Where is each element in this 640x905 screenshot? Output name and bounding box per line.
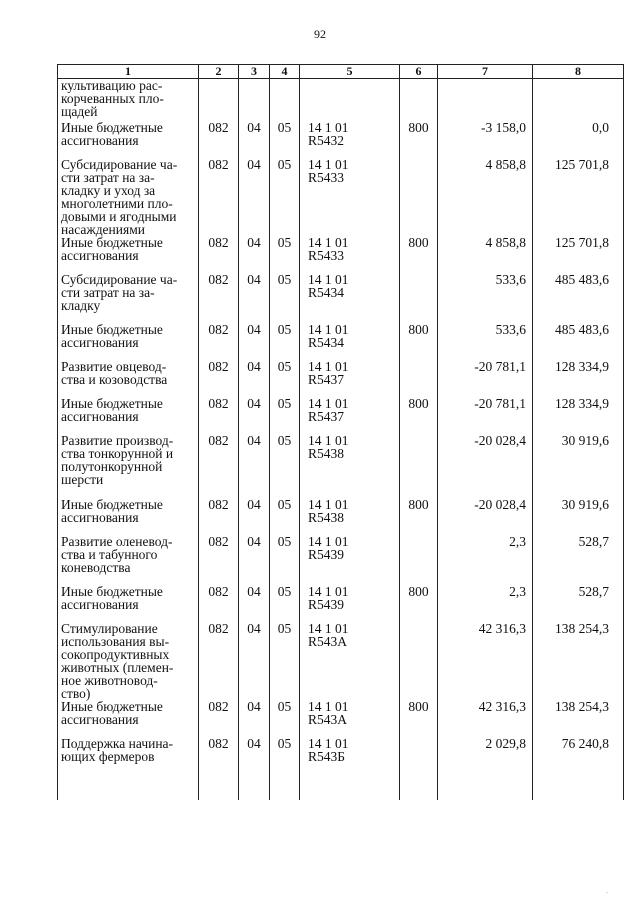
table-cell: 14 1 01 R5434: [300, 273, 400, 323]
row-label: Стимулирование использования вы- сокопродуктивных животных (племен- ное животновод- ство): [58, 622, 199, 700]
table-cell: 14 1 01 R5438: [300, 498, 400, 535]
table-cell: 04: [239, 397, 270, 434]
table-cell: 128 334,9: [533, 360, 624, 397]
table-row: [58, 737, 624, 774]
table-cell: 14 1 01 R5437: [300, 360, 400, 397]
table-cell: [58, 774, 199, 800]
table-row: [58, 323, 624, 360]
table-row: [58, 585, 624, 622]
row-label: Иные бюджетные ассигнования: [58, 585, 199, 622]
table-cell: [533, 79, 624, 122]
table-cell: 05: [270, 236, 300, 273]
table-cell: 2,3: [438, 535, 533, 585]
table-cell: 800: [400, 323, 438, 360]
column-header: 3: [239, 65, 270, 79]
column-header: 8: [533, 65, 624, 79]
table-cell: 082: [199, 397, 239, 434]
table-cell: 082: [199, 323, 239, 360]
table-cell: 082: [199, 121, 239, 158]
table-cell: 082: [199, 737, 239, 774]
table-cell: [239, 774, 270, 800]
budget-table: [57, 64, 624, 800]
table-cell: 14 1 01 R5439: [300, 535, 400, 585]
table-cell: 2,3: [438, 585, 533, 622]
table-cell: 05: [270, 737, 300, 774]
table-row: [58, 79, 624, 122]
table-cell: 04: [239, 121, 270, 158]
table-spacer-row: [58, 774, 624, 800]
table-cell: [438, 774, 533, 800]
table-cell: 05: [270, 323, 300, 360]
row-label: Иные бюджетные ассигнования: [58, 236, 199, 273]
table-row: [58, 700, 624, 737]
table-cell: 800: [400, 700, 438, 737]
table-cell: 082: [199, 158, 239, 236]
table-cell: 04: [239, 273, 270, 323]
table-cell: [300, 774, 400, 800]
table-cell: 05: [270, 498, 300, 535]
table-cell: -3 158,0: [438, 121, 533, 158]
row-label: Иные бюджетные ассигнования: [58, 498, 199, 535]
table-row: [58, 158, 624, 236]
table-cell: 528,7: [533, 535, 624, 585]
table-row: [58, 535, 624, 585]
table-cell: [300, 79, 400, 122]
table-row: [58, 273, 624, 323]
column-header: 2: [199, 65, 239, 79]
table-cell: 485 483,6: [533, 323, 624, 360]
table-cell: [400, 79, 438, 122]
table-cell: 04: [239, 323, 270, 360]
table-cell: 533,6: [438, 323, 533, 360]
table-cell: 04: [239, 585, 270, 622]
table-cell: 05: [270, 158, 300, 236]
table-cell: 125 701,8: [533, 158, 624, 236]
table-cell: 04: [239, 700, 270, 737]
table-cell: [400, 737, 438, 774]
table-cell: 04: [239, 498, 270, 535]
table-cell: 800: [400, 236, 438, 273]
table-cell: [438, 79, 533, 122]
table-cell: 04: [239, 158, 270, 236]
table-cell: 14 1 01 R5433: [300, 236, 400, 273]
table-cell: 800: [400, 121, 438, 158]
table-cell: 14 1 01 R5438: [300, 434, 400, 498]
table-row: [58, 498, 624, 535]
row-label: культивацию рас- корчеванных пло- щадей: [58, 79, 199, 122]
table-cell: 800: [400, 498, 438, 535]
table-cell: 14 1 01 R543Б: [300, 737, 400, 774]
table-cell: 14 1 01 R5437: [300, 397, 400, 434]
table-cell: [400, 360, 438, 397]
table-cell: 082: [199, 585, 239, 622]
table-cell: 082: [199, 700, 239, 737]
table-cell: [400, 434, 438, 498]
table-cell: 04: [239, 535, 270, 585]
table-row: [58, 121, 624, 158]
row-label: Иные бюджетные ассигнования: [58, 121, 199, 158]
table-cell: 04: [239, 737, 270, 774]
table-cell: 2 029,8: [438, 737, 533, 774]
table-cell: -20 028,4: [438, 434, 533, 498]
table-cell: 05: [270, 273, 300, 323]
row-label: Поддержка начина- ющих фермеров: [58, 737, 199, 774]
table-cell: 42 316,3: [438, 700, 533, 737]
table-cell: 800: [400, 585, 438, 622]
table-cell: [400, 774, 438, 800]
table-cell: -20 028,4: [438, 498, 533, 535]
table-cell: 800: [400, 397, 438, 434]
table-cell: 533,6: [438, 273, 533, 323]
header-row: [58, 65, 624, 79]
table-cell: 76 240,8: [533, 737, 624, 774]
column-header: 6: [400, 65, 438, 79]
column-header: 7: [438, 65, 533, 79]
table-cell: 082: [199, 273, 239, 323]
row-label: Иные бюджетные ассигнования: [58, 323, 199, 360]
table-cell: 14 1 01 R5439: [300, 585, 400, 622]
table-cell: 05: [270, 360, 300, 397]
page-number: 92: [314, 27, 326, 41]
table-cell: 05: [270, 622, 300, 700]
table-row: [58, 622, 624, 700]
table-cell: 082: [199, 622, 239, 700]
table-cell: 528,7: [533, 585, 624, 622]
page-mark: .: [606, 886, 608, 895]
table-cell: [533, 774, 624, 800]
table-cell: [400, 622, 438, 700]
table-cell: 04: [239, 622, 270, 700]
row-label: Развитие овцевод- ства и козоводства: [58, 360, 199, 397]
table-cell: 128 334,9: [533, 397, 624, 434]
table-cell: 04: [239, 360, 270, 397]
table-cell: [400, 158, 438, 236]
table-cell: [270, 79, 300, 122]
table-cell: 14 1 01 R543A: [300, 700, 400, 737]
table-cell: 082: [199, 434, 239, 498]
table-cell: -20 781,1: [438, 360, 533, 397]
table-cell: 082: [199, 498, 239, 535]
table-cell: 42 316,3: [438, 622, 533, 700]
table-cell: 14 1 01 R543A: [300, 622, 400, 700]
table-cell: 05: [270, 700, 300, 737]
row-label: Развитие производ- ства тонкорунной и полутонкорунной шерсти: [58, 434, 199, 498]
table-cell: 138 254,3: [533, 622, 624, 700]
table-cell: 485 483,6: [533, 273, 624, 323]
table-cell: 05: [270, 397, 300, 434]
table-cell: 30 919,6: [533, 498, 624, 535]
table-cell: [199, 774, 239, 800]
table-cell: 05: [270, 434, 300, 498]
table-row: [58, 434, 624, 498]
table-cell: 30 919,6: [533, 434, 624, 498]
table-cell: [199, 79, 239, 122]
row-label: Субсидирование ча- сти затрат на за- кладку: [58, 273, 199, 323]
column-header: 1: [58, 65, 199, 79]
table-row: [58, 360, 624, 397]
table-cell: 04: [239, 236, 270, 273]
table-cell: 082: [199, 236, 239, 273]
table-cell: 05: [270, 585, 300, 622]
table-cell: [270, 774, 300, 800]
table-cell: 125 701,8: [533, 236, 624, 273]
column-header: 4: [270, 65, 300, 79]
table-cell: 082: [199, 535, 239, 585]
table-row: [58, 397, 624, 434]
table-row: [58, 236, 624, 273]
table-cell: 05: [270, 535, 300, 585]
table-cell: 082: [199, 360, 239, 397]
table-cell: 14 1 01 R5432: [300, 121, 400, 158]
row-label: Субсидирование ча- сти затрат на за- кладку и уход за многолетними пло- довыми и ягодными насаждениями: [58, 158, 199, 236]
row-label: Развитие оленевод- ства и табунного коневодства: [58, 535, 199, 585]
table-cell: -20 781,1: [438, 397, 533, 434]
table-cell: 05: [270, 121, 300, 158]
row-label: Иные бюджетные ассигнования: [58, 397, 199, 434]
table-cell: 14 1 01 R5434: [300, 323, 400, 360]
table-cell: 138 254,3: [533, 700, 624, 737]
table-cell: [400, 535, 438, 585]
table-cell: 04: [239, 434, 270, 498]
table-cell: 14 1 01 R5433: [300, 158, 400, 236]
row-label: Иные бюджетные ассигнования: [58, 700, 199, 737]
table-cell: 4 858,8: [438, 236, 533, 273]
table-cell: 4 858,8: [438, 158, 533, 236]
table-cell: [239, 79, 270, 122]
column-header: 5: [300, 65, 400, 79]
table-cell: [400, 273, 438, 323]
table-cell: 0,0: [533, 121, 624, 158]
